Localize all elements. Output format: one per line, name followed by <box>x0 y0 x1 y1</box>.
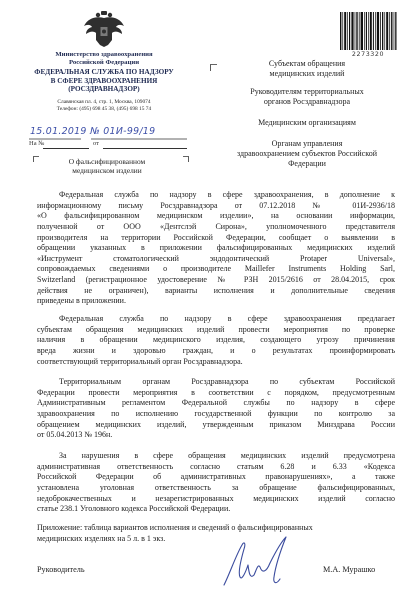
attachment-line: Приложение: таблица вариантов исполнения и сведений о фальсифицированных <box>37 523 313 532</box>
signatory-name: М.А. Мурашко <box>323 565 376 574</box>
recipient-line: Федерации <box>288 159 326 168</box>
ministry-name <box>22 51 186 67</box>
na-label: На № <box>29 140 45 147</box>
paragraph-line: Административным регламентом Федеральной службы по надзору в сфере <box>37 398 395 408</box>
paragraph-line: сопровождаемых сведениями о производителе Maillefer Instruments Holding Sarl, <box>37 264 395 274</box>
paragraph-line: Федеральная служба по надзору в сфере здравоохранения предлагает <box>59 314 395 323</box>
paragraph-line: вреда жизни и здоровью граждан, и о результатах проинформировать <box>37 345 395 355</box>
ministry-line: Министерство здравоохранения <box>55 51 153 58</box>
paragraph-1 <box>37 190 395 307</box>
paragraph-line: установлена уголовная ответственность за обращение фальсифицированных, <box>37 482 395 492</box>
recipient-block <box>222 139 392 169</box>
paragraph-line: приведены в приложении. <box>37 296 126 306</box>
paragraph-line: здравоохранения по исполнению государственной функции по контролю за <box>37 408 395 418</box>
paragraph-line: субъектам обращения медицинских изделий провести мероприятия по проверке <box>37 324 395 334</box>
registration-number: 15.01.2019 № 01И-99/19 <box>30 126 156 137</box>
subject-line: медицинском изделии <box>72 166 142 176</box>
corner-mark-icon <box>183 156 189 162</box>
recipient-line: Медицинским организациям <box>258 118 356 127</box>
paragraph-line: соответствующий территориальный орган Росздравнадзора. <box>37 356 243 366</box>
paragraph-2 <box>37 314 395 367</box>
corner-mark-icon <box>210 64 217 71</box>
paragraph-line: Switzerland (регистрационное удостоверение № РЗН 2015/2616 от 28.04.2015, срок <box>37 275 395 284</box>
ministry-line: Российской Федерации <box>68 59 140 66</box>
paragraph-line: наличия в обращении медицинского изделия, создающего угрозу причинения <box>37 335 395 345</box>
paragraph-line: Федерации провести мероприятия в соответствии с порядком, предусмотренным <box>37 387 395 397</box>
barcode-number: 2273320 <box>351 51 385 58</box>
paragraph-line: Территориальным органам Росздравнадзора по субъектам Российской <box>59 377 395 386</box>
signatory-role: Руководитель <box>37 565 85 574</box>
signature-icon <box>216 533 294 589</box>
recipient-line: Субъектам обращения <box>268 59 346 68</box>
recipient-line: Руководителям территориальных <box>250 87 364 96</box>
paragraph-line: производителя на территории Российской Федерации, сообщает о выявлении в <box>37 232 395 242</box>
paragraph-4 <box>37 451 395 515</box>
reference-line <box>29 140 187 150</box>
paragraph-line: действия не ограничен), варианты исполнения и дополнительные сведения <box>37 285 395 295</box>
recipient-line: медицинских изделий <box>269 69 345 78</box>
corner-mark-icon <box>33 156 39 162</box>
service-name <box>22 68 186 94</box>
address-line: Славянская пл. 4, стр. 1, Москва, 109074 <box>57 99 151 105</box>
paragraph-line: недоброкачественных и незарегистрированных медицинских изделий согласно <box>37 493 395 503</box>
paragraph-line: обращением медицинских изделий, утвержденным приказом Минздрава России <box>37 419 395 429</box>
recipient-block <box>222 87 392 107</box>
subject-line: О фальсифицированном <box>68 157 146 166</box>
service-line: (РОСЗДРАВНАДЗОР) <box>68 85 140 94</box>
paragraph-line: «Инструмент стоматологический эндодонтический Protaper Universal», <box>37 253 395 263</box>
service-line: ФЕДЕРАЛЬНАЯ СЛУЖБА ПО НАДЗОРУ <box>34 68 174 76</box>
paragraph-line: За нарушения в сфере обращения медицинских изделий предусмотрена <box>59 451 395 460</box>
recipient-block <box>222 59 392 79</box>
ot-label: от <box>93 140 100 147</box>
na-underline <box>43 148 89 149</box>
recipient-line: органов Росздравнадзора <box>263 97 351 106</box>
recipient-line: Органам управления <box>271 139 343 148</box>
address-line: Телефон: (495) 698 45 38, (495) 698 15 74 <box>56 106 152 112</box>
letter-subject <box>52 157 162 176</box>
paragraph-line: административная ответственность согласно статьям 6.28 и 6.33 «Кодекса <box>37 461 395 471</box>
paragraph-line: обращении указанных в приложении фальсифицированных медицинских изделий <box>37 243 395 253</box>
paragraph-line: «О фальсифицированном медицинском изделии», на основании информации, <box>37 211 395 221</box>
coat-of-arms-icon <box>82 10 126 48</box>
paragraph-line: от 05.04.2013 № 196н. <box>37 430 113 440</box>
paragraph-line: Российской Федерации об административных правонарушениях», а также <box>37 472 395 482</box>
attachment-line: медицинских изделиях на 5 л. в 1 экз. <box>37 533 166 543</box>
paragraph-line: полученной от ООО «Дентслэй Сирона», уполномоченного представителя <box>37 221 395 231</box>
paragraph-line: Федеральная служба по надзору в сфере здравоохранения, в дополнение к <box>59 190 395 199</box>
service-line: В СФЕРЕ ЗДРАВООХРАНЕНИЯ <box>50 76 158 85</box>
paragraph-line: статье 238.1 Уголовного кодекса Российской Федерации. <box>37 504 231 514</box>
paragraph-3 <box>37 377 395 441</box>
address-block <box>22 99 186 113</box>
recipient-line: здравоохранением субъектов Российской <box>237 149 377 158</box>
paragraph-line: информационному письму Росздравнадзора от 07.12.2018 № 01И-2936/18 <box>37 200 395 210</box>
recipient-block <box>222 118 392 128</box>
ot-underline <box>103 148 187 149</box>
barcode-icon <box>339 12 397 50</box>
